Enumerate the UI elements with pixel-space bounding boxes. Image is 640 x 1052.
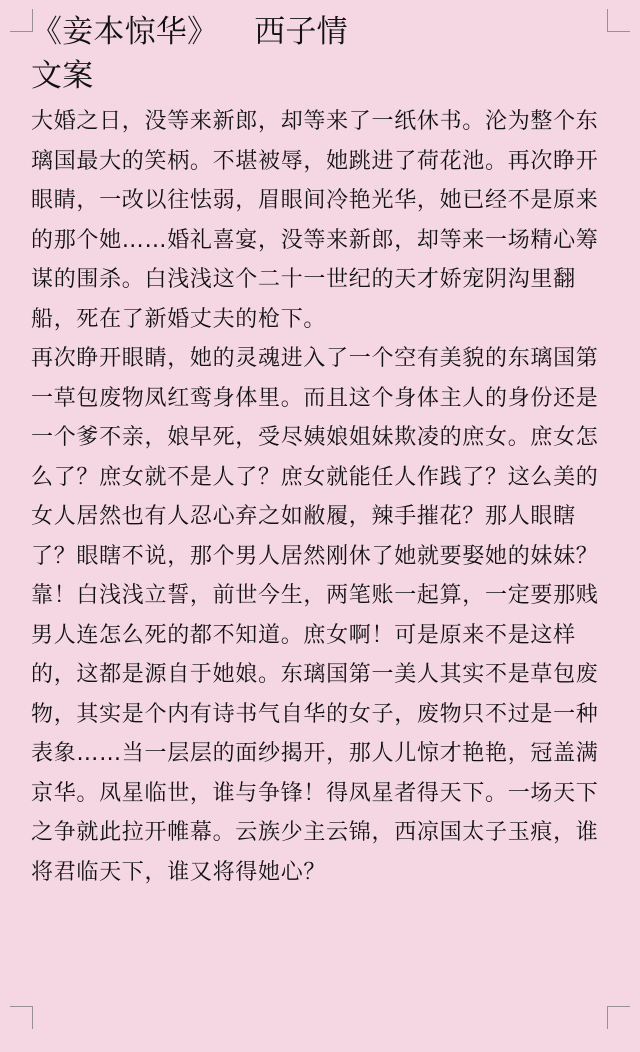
- author-name: 西子情: [254, 14, 348, 50]
- bottom-left-corner-mark: [10, 1006, 33, 1029]
- document-header: [31, 12, 611, 96]
- top-left-corner-mark: [10, 9, 33, 32]
- title-line: [31, 12, 611, 52]
- section-title: 文案: [31, 58, 94, 94]
- bottom-right-corner-mark: [607, 1006, 630, 1029]
- paragraph-1: 大婚之日，没等来新郎，却等来了一纸休书。沦为整个东璃国最大的笑柄。不堪被辱，她跳进了荷花池。再次睁开眼睛，一改以往怯弱，眉眼间冷艳光华，她已经不是原来的那个她……婚礼喜宴，没等来新郎，却等来一场精心筹谋的围杀。白浅浅这个二十一世纪的天才娇宠阴沟里翻船，死在了新婚丈夫的枪下。: [31, 109, 599, 332]
- paragraph-2: 再次睁开眼睛，她的灵魂进入了一个空有美貌的东璃国第一草包废物凤红鸾身体里。而且这个身体主人的身份还是一个爹不亲，娘早死，受尽姨娘姐妹欺凌的庶女。庶女怎么了？庶女就不是人了？庶女就能任人作践了？这么美的女人居然也有人忍心弃之如敝履，辣手摧花？那人眼瞎了？眼瞎不说，那个男人居然刚休了她就要娶她的妹妹？: [31, 346, 599, 569]
- paragraph-3: 靠！白浅浅立誓，前世今生，两笔账一起算，一定要那贱男人连怎么死的都不知道。庶女啊！可是原来不是这样的，这都是源自于她娘。东璃国第一美人其实不是草包废物，其实是个内有诗书气自华的女子，废物只不过是一种表象……当一层层的面纱揭开，那人儿惊才艳艳，冠盖满京华。凤星临世，谁与争锋！得凤星者得天下。一场天下之争就此拉开帷幕。云族少主云锦，西凉国太子玉痕，谁将君临天下，谁又将得她心？: [31, 583, 599, 885]
- book-title: 《妾本惊华》: [31, 14, 219, 50]
- synopsis-text: [31, 102, 617, 892]
